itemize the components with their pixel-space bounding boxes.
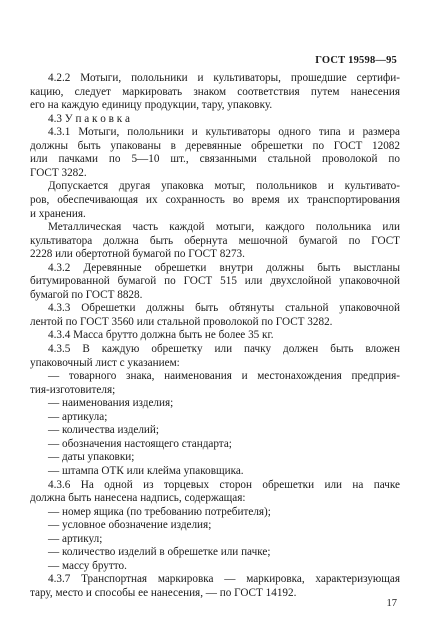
text-line: 4.3.3 Обрешетки должны быть обтянуты стальной упаковочной [48,302,400,315]
text-line: 4.2.2 Мотыги, полольники и культиваторы, прошедшие сертифи- [48,72,400,84]
text-line: или пачками по 5—10 шт., связанными стальной проволокой по [30,153,400,166]
text-line: 4.3 У п а к о в к а [48,112,130,125]
text-line: 4.3.2 Деревянные обрешетки внутри должны быть выстланы [48,261,400,274]
text-line: ГОСТ 3282. [30,166,87,179]
text-line: 4.3.4 Масса брутто должна быть не более 35 кг. [48,329,274,342]
text-line: и хранения. [30,207,86,220]
document-header: ГОСТ 19598—95 [315,55,397,66]
text-line: — номер ящика (по требованию потребителя); [48,505,271,518]
text-line: — даты упаковки; [48,451,135,464]
text-line: тару, место и способы ее нанесения, — по ГОСТ 14192. [30,586,297,599]
text-line: Допускается другая упаковка мотыг, полольников и культивато- [48,180,400,193]
text-line: — артикула; [48,410,108,423]
text-line: 4.3.6 На одной из торцевых сторон обрешетки или на пачке [48,478,400,491]
text-line: 4.3.7 Транспортная маркировка — маркировка, характеризующая [48,573,400,586]
text-line: ров, обеспечивающая их сохранность во время их транспортирования [30,193,400,206]
text-line: кацию, следует маркировать знаком соответствия путем нанесения [30,85,400,98]
text-line: — количества изделий; [48,424,160,437]
text-line: лентой по ГОСТ 3560 или стальной проволокой по ГОСТ 3282. [30,315,333,328]
text-line: 2228 или обертотной бумагой по ГОСТ 8273. [30,248,245,261]
text-line: — артикул; [48,532,103,545]
text-line: 4.3.5 В каждую обрешетку или пачку должен быть вложен [48,343,400,355]
page-number: 17 [386,598,397,609]
text-line: бумагой по ГОСТ 8828. [30,288,143,301]
text-line: — массу брутто. [48,559,127,572]
text-line: тия-изготовителя; [30,383,116,396]
text-line: культиватора должна быть обернута мешочной бумагой по ГОСТ [30,234,400,247]
text-line: битумированной бумагой по ГОСТ 515 или двухслойной упаковочной [30,275,400,288]
text-line: — условное обозначение изделия; [48,519,212,532]
text-line: — обозначения настоящего стандарта; [48,437,232,450]
text-line: — наименования изделия; [48,397,174,410]
text-line: должны быть упакованы в деревянные обрешетки по ГОСТ 12082 [30,139,400,152]
text-line: упаковочный лист с указанием: [30,356,180,369]
text-line: — штампа ОТК или клейма упаковщика. [48,465,244,477]
text-line: — товарного знака, наименования и местонахождения предприя- [48,370,400,383]
text-line: — количество изделий в обрешетке или пачке; [48,546,271,559]
text-line: 4.3.1 Мотыги, полольники и культиваторы одного типа и размера [48,126,400,139]
text-line: его на каждую единицу продукции, тару, упаковку. [30,99,273,112]
text-line: Металлическая часть каждой мотыги, каждого полольника или [48,221,400,234]
text-line: должна быть нанесена надпись, содержащая: [30,492,246,505]
